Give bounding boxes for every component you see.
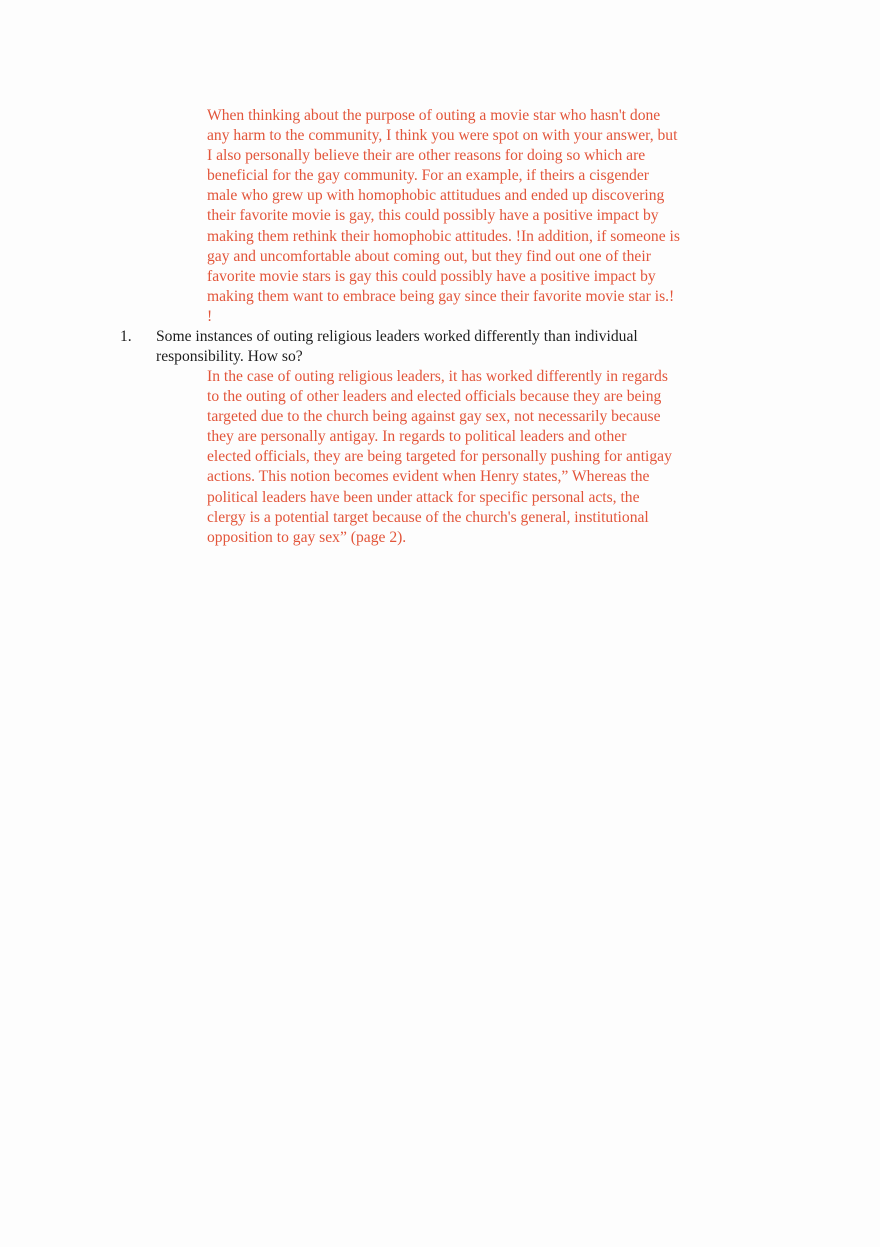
response-line: to the outing of other leaders and elected officials because they are being xyxy=(207,388,662,406)
question-number: 1. xyxy=(120,328,132,345)
response-line: they are personally antigay. In regards to political leaders and other xyxy=(207,428,627,446)
response-line: gay and uncomfortable about coming out, but they find out one of their xyxy=(207,247,651,265)
response-line: When thinking about the purpose of outing a movie star who hasn't done xyxy=(207,107,661,124)
response-line: male who grew up with homophobic attitudues and ended up discovering xyxy=(207,187,665,205)
response-line: ! xyxy=(207,307,213,325)
response-line: opposition to gay sex” (page 2). xyxy=(207,528,407,546)
question-line: Some instances of outing religious leaders worked differently than individual xyxy=(156,328,638,345)
response-line: actions. This notion becomes evident when Henry states,” Whereas the xyxy=(207,468,650,486)
response-paragraph xyxy=(207,367,747,548)
response-paragraph xyxy=(207,106,747,327)
response-line: their favorite movie is gay, this could possibly have a positive impact by xyxy=(207,207,659,225)
response-line: favorite movie stars is gay this could possibly have a positive impact by xyxy=(207,267,656,285)
response-line: targeted due to the church being against gay sex, not necessarily because xyxy=(207,408,661,426)
response-line: beneficial for the gay community. For an example, if theirs a cisgender xyxy=(207,167,649,185)
question-text xyxy=(156,327,638,367)
response-line: making them want to embrace being gay since their favorite movie star is.! xyxy=(207,287,675,305)
response-line: any harm to the community, I think you were spot on with your answer, but xyxy=(207,127,678,145)
response-line: In the case of outing religious leaders, it has worked differently in regards xyxy=(207,368,668,385)
response-line: I also personally believe their are other reasons for doing so which are xyxy=(207,147,646,165)
response-line: elected officials, they are being targeted for personally pushing for antigay xyxy=(207,448,672,466)
response-line: making them rethink their homophobic attitudes. !In addition, if someone is xyxy=(207,227,680,245)
response-line: political leaders have been under attack for specific personal acts, the xyxy=(207,488,640,506)
question-line: responsibility. How so? xyxy=(156,348,303,366)
response-line: clergy is a potential target because of the church's general, institutional xyxy=(207,508,649,526)
